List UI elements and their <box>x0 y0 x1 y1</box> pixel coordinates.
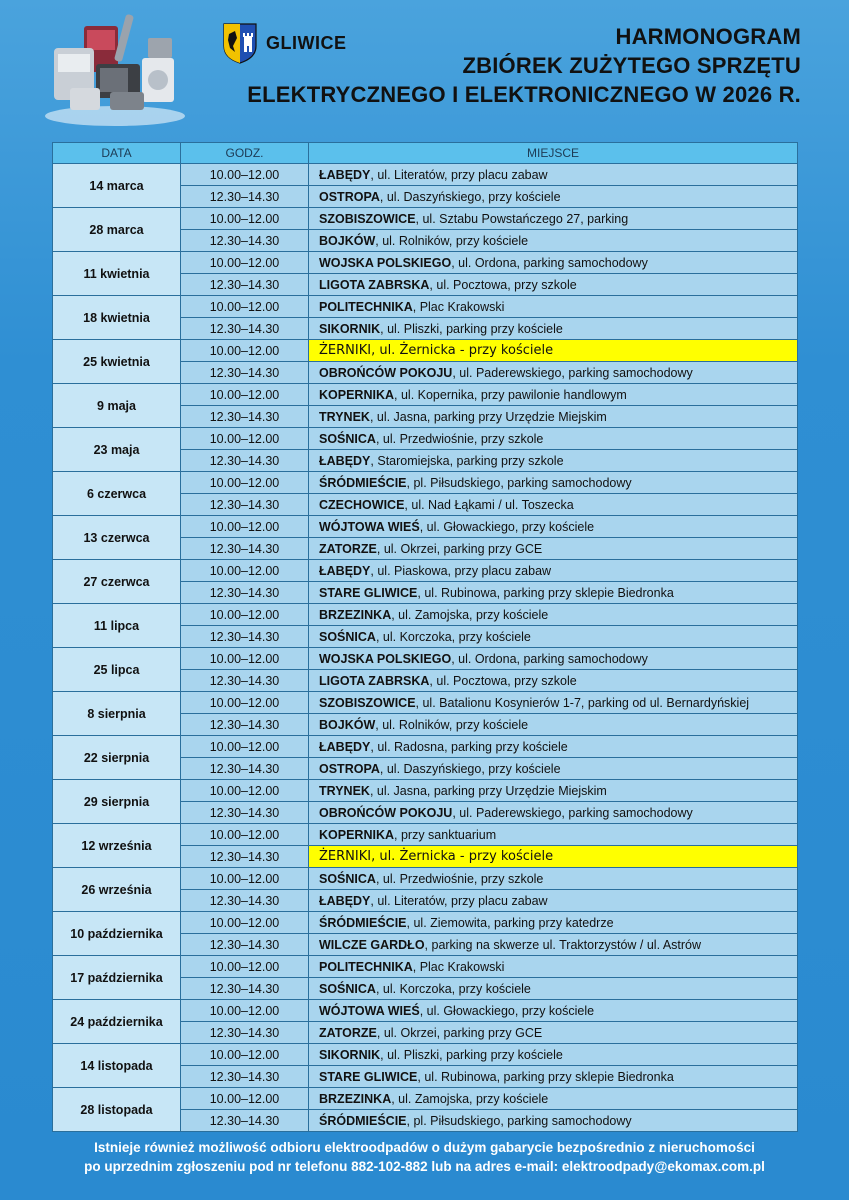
place-details: , parking na skwerze ul. Traktorzystów / ul. Astrów <box>424 937 702 952</box>
place-cell <box>309 1044 798 1066</box>
date-cell: 18 kwietnia <box>53 296 181 340</box>
place-cell <box>309 626 798 648</box>
district-name: LIGOTA ZABRSKA <box>319 673 430 688</box>
time-cell: 10.00–12.00 <box>181 736 309 758</box>
time-cell: 12.30–14.30 <box>181 978 309 1000</box>
district-name: SIKORNIK <box>319 321 381 336</box>
table-row <box>53 384 798 406</box>
place-details: , ul. Ziemowita, parking przy katedrze <box>406 915 614 930</box>
place-details: , ul. Korczoka, przy kościele <box>375 981 531 996</box>
place-details: , ul. Pocztowa, przy szkole <box>429 673 577 688</box>
place-cell <box>309 802 798 824</box>
footer-line-2: po uprzednim zgłoszeniu pod nr telefonu 882-102-882 lub na adres e-mail: elektroodpady@ekomax.com.pl <box>84 1159 765 1174</box>
date-cell: 25 kwietnia <box>53 340 181 384</box>
time-cell: 12.30–14.30 <box>181 186 309 208</box>
place-cell <box>309 1066 798 1088</box>
place-details: , ul. Radosna, parking przy kościele <box>370 739 568 754</box>
footer-line-1: Istnieje również możliwość odbioru elektroodpadów o dużym gabarycie bezpośrednio z nieruchomości <box>94 1140 755 1155</box>
time-cell: 10.00–12.00 <box>181 780 309 802</box>
title-line-2: ZBIÓREK ZUŻYTEGO SPRZĘTU <box>462 53 801 78</box>
table-row <box>53 296 798 318</box>
date-cell: 17 października <box>53 956 181 1000</box>
time-cell: 12.30–14.30 <box>181 846 309 868</box>
place-details: , ul. Daszyńskiego, przy kościele <box>379 189 561 204</box>
time-cell: 12.30–14.30 <box>181 670 309 692</box>
time-cell: 10.00–12.00 <box>181 824 309 846</box>
district-name: BRZEZINKA <box>319 1091 392 1106</box>
table-row <box>53 868 798 890</box>
place-cell <box>309 648 798 670</box>
place-cell <box>309 472 798 494</box>
time-cell: 10.00–12.00 <box>181 648 309 670</box>
place-details: , ul. Rubinowa, parking przy sklepie Biedronka <box>417 585 674 600</box>
time-cell: 10.00–12.00 <box>181 1088 309 1110</box>
district-name: ZATORZE <box>319 541 377 556</box>
table-row <box>53 780 798 802</box>
place-cell <box>309 912 798 934</box>
district-name: SOŚNICA <box>319 981 376 996</box>
time-cell: 10.00–12.00 <box>181 560 309 582</box>
district-name: SOŚNICA <box>319 431 376 446</box>
place-cell <box>309 252 798 274</box>
place-cell <box>309 780 798 802</box>
place-cell <box>309 1110 798 1132</box>
place-details: , ul. Jasna, parking przy Urzędzie Miejskim <box>369 783 607 798</box>
place-details: , pl. Piłsudskiego, parking samochodowy <box>406 1113 632 1128</box>
date-cell: 11 kwietnia <box>53 252 181 296</box>
place-details: , ul. Jasna, parking przy Urzędzie Miejskim <box>369 409 607 424</box>
place-cell <box>309 450 798 472</box>
table-row <box>53 516 798 538</box>
time-cell: 12.30–14.30 <box>181 230 309 252</box>
time-cell: 12.30–14.30 <box>181 450 309 472</box>
district-name: STARE GLIWICE <box>319 585 418 600</box>
date-cell: 11 lipca <box>53 604 181 648</box>
time-cell: 12.30–14.30 <box>181 538 309 560</box>
place-cell <box>309 428 798 450</box>
place-details: , ul. Rubinowa, parking przy sklepie Biedronka <box>417 1069 674 1084</box>
time-cell: 12.30–14.30 <box>181 362 309 384</box>
table-row <box>53 956 798 978</box>
place-details: , ul. Paderewskiego, parking samochodowy <box>452 805 693 820</box>
place-details: , ul. Zamojska, przy kościele <box>391 607 549 622</box>
date-cell: 27 czerwca <box>53 560 181 604</box>
district-name: BOJKÓW <box>319 233 376 248</box>
place-details: ŻERNIKI, ul. Żernicka - przy kościele <box>319 343 554 358</box>
place-details: , ul. Pliszki, parking przy kościele <box>380 1047 563 1062</box>
place-cell <box>309 362 798 384</box>
title-line-3: ELEKTRYCZNEGO I ELEKTRONICZNEGO W 2026 R. <box>247 82 801 107</box>
place-details: , ul. Paderewskiego, parking samochodowy <box>452 365 693 380</box>
table-row <box>53 428 798 450</box>
schedule-body <box>53 164 798 1132</box>
date-cell: 25 lipca <box>53 648 181 692</box>
footer-note <box>0 1138 849 1176</box>
time-cell: 12.30–14.30 <box>181 890 309 912</box>
title-line-1: HARMONOGRAM <box>615 24 801 49</box>
date-cell: 8 sierpnia <box>53 692 181 736</box>
district-name: SOŚNICA <box>319 629 376 644</box>
place-details: , ul. Literatów, przy placu zabaw <box>370 893 548 908</box>
place-cell <box>309 824 798 846</box>
table-row <box>53 648 798 670</box>
place-details: ŻERNIKI, ul. Żernicka - przy kościele <box>319 849 554 864</box>
place-cell <box>309 516 798 538</box>
place-cell <box>309 934 798 956</box>
date-cell: 12 września <box>53 824 181 868</box>
place-cell <box>309 758 798 780</box>
table-row <box>53 736 798 758</box>
time-cell: 12.30–14.30 <box>181 1022 309 1044</box>
district-name: SIKORNIK <box>319 1047 381 1062</box>
place-details: , ul. Sztabu Powstańczego 27, parking <box>415 211 629 226</box>
place-cell-highlighted <box>309 846 798 868</box>
place-cell <box>309 274 798 296</box>
place-cell-highlighted <box>309 340 798 362</box>
place-details: , ul. Korczoka, przy kościele <box>375 629 531 644</box>
time-cell: 10.00–12.00 <box>181 296 309 318</box>
table-row <box>53 604 798 626</box>
place-details: , ul. Rolników, przy kościele <box>375 233 529 248</box>
time-cell: 10.00–12.00 <box>181 164 309 186</box>
place-details: , ul. Okrzei, parking przy GCE <box>376 1025 543 1040</box>
table-row <box>53 208 798 230</box>
place-details: , ul. Rolników, przy kościele <box>375 717 529 732</box>
time-cell: 10.00–12.00 <box>181 208 309 230</box>
district-name: LIGOTA ZABRSKA <box>319 277 430 292</box>
district-name: POLITECHNIKA <box>319 959 413 974</box>
place-details: , Plac Krakowski <box>412 299 505 314</box>
district-name: ŁABĘDY <box>319 893 371 908</box>
place-cell <box>309 560 798 582</box>
place-cell <box>309 1022 798 1044</box>
district-name: ŚRÓDMIEŚCIE <box>319 915 407 930</box>
district-name: ŁABĘDY <box>319 453 371 468</box>
time-cell: 12.30–14.30 <box>181 802 309 824</box>
district-name: SZOBISZOWICE <box>319 695 416 710</box>
place-cell <box>309 406 798 428</box>
date-cell: 28 marca <box>53 208 181 252</box>
district-name: WÓJTOWA WIEŚ <box>319 1003 420 1018</box>
place-cell <box>309 538 798 560</box>
table-header-row <box>53 143 798 164</box>
time-cell: 12.30–14.30 <box>181 758 309 780</box>
district-name: WOJSKA POLSKIEGO <box>319 651 452 666</box>
place-details: , pl. Piłsudskiego, parking samochodowy <box>406 475 632 490</box>
place-details: , ul. Daszyńskiego, przy kościele <box>379 761 561 776</box>
date-cell: 29 sierpnia <box>53 780 181 824</box>
place-cell <box>309 714 798 736</box>
place-cell <box>309 670 798 692</box>
place-details: , ul. Nad Łąkami / ul. Toszecka <box>404 497 574 512</box>
place-details: , ul. Kopernika, przy pawilonie handlowym <box>394 387 627 402</box>
district-name: CZECHOWICE <box>319 497 405 512</box>
district-name: SZOBISZOWICE <box>319 211 416 226</box>
time-cell: 10.00–12.00 <box>181 516 309 538</box>
table-row <box>53 1044 798 1066</box>
time-cell: 12.30–14.30 <box>181 318 309 340</box>
district-name: WOJSKA POLSKIEGO <box>319 255 452 270</box>
time-cell: 12.30–14.30 <box>181 406 309 428</box>
schedule-table <box>52 142 798 1132</box>
district-name: WÓJTOWA WIEŚ <box>319 519 420 534</box>
place-details: , ul. Piaskowa, przy placu zabaw <box>370 563 552 578</box>
header <box>0 0 849 135</box>
place-details: , Staromiejska, parking przy szkole <box>370 453 564 468</box>
district-name: ŁABĘDY <box>319 167 371 182</box>
place-details: , ul. Okrzei, parking przy GCE <box>376 541 543 556</box>
place-details: , ul. Batalionu Kosynierów 1-7, parking od ul. Bernardyńskiej <box>415 695 750 710</box>
district-name: TRYNEK <box>319 783 370 798</box>
time-cell: 12.30–14.30 <box>181 934 309 956</box>
place-details: , ul. Przedwiośnie, przy szkole <box>375 871 544 886</box>
time-cell: 10.00–12.00 <box>181 912 309 934</box>
time-cell: 10.00–12.00 <box>181 472 309 494</box>
place-cell <box>309 736 798 758</box>
district-name: TRYNEK <box>319 409 370 424</box>
district-name: ŁABĘDY <box>319 739 371 754</box>
place-cell <box>309 296 798 318</box>
column-header-date: DATA <box>53 143 181 164</box>
date-cell: 14 listopada <box>53 1044 181 1088</box>
place-cell <box>309 494 798 516</box>
time-cell: 10.00–12.00 <box>181 252 309 274</box>
page-title <box>247 22 801 109</box>
date-cell: 22 sierpnia <box>53 736 181 780</box>
place-cell <box>309 1088 798 1110</box>
time-cell: 10.00–12.00 <box>181 868 309 890</box>
place-cell <box>309 164 798 186</box>
time-cell: 10.00–12.00 <box>181 428 309 450</box>
district-name: OSTROPA <box>319 189 380 204</box>
time-cell: 10.00–12.00 <box>181 1044 309 1066</box>
date-cell: 10 października <box>53 912 181 956</box>
district-name: OSTROPA <box>319 761 380 776</box>
time-cell: 10.00–12.00 <box>181 604 309 626</box>
place-cell <box>309 868 798 890</box>
city-name: GLIWICE <box>266 32 347 53</box>
date-cell: 14 marca <box>53 164 181 208</box>
column-header-time: GODZ. <box>181 143 309 164</box>
district-name: WILCZE GARDŁO <box>319 937 425 952</box>
district-name: POLITECHNIKA <box>319 299 413 314</box>
date-cell: 23 maja <box>53 428 181 472</box>
date-cell: 9 maja <box>53 384 181 428</box>
time-cell: 10.00–12.00 <box>181 1000 309 1022</box>
district-name: ŁABĘDY <box>319 563 371 578</box>
district-name: KOPERNIKA <box>319 387 395 402</box>
place-details: , ul. Głowackiego, przy kościele <box>419 1003 595 1018</box>
time-cell: 12.30–14.30 <box>181 714 309 736</box>
place-cell <box>309 318 798 340</box>
time-cell: 10.00–12.00 <box>181 340 309 362</box>
place-cell <box>309 978 798 1000</box>
district-name: BRZEZINKA <box>319 607 392 622</box>
place-details: , ul. Zamojska, przy kościele <box>391 1091 549 1106</box>
time-cell: 12.30–14.30 <box>181 626 309 648</box>
table-row <box>53 472 798 494</box>
time-cell: 12.30–14.30 <box>181 1110 309 1132</box>
time-cell: 10.00–12.00 <box>181 692 309 714</box>
time-cell: 12.30–14.30 <box>181 494 309 516</box>
place-details: , ul. Literatów, przy placu zabaw <box>370 167 548 182</box>
time-cell: 12.30–14.30 <box>181 582 309 604</box>
district-name: OBROŃCÓW POKOJU <box>319 805 453 820</box>
table-row <box>53 252 798 274</box>
date-cell: 6 czerwca <box>53 472 181 516</box>
place-cell <box>309 582 798 604</box>
place-cell <box>309 604 798 626</box>
district-name: SOŚNICA <box>319 871 376 886</box>
table-row <box>53 1000 798 1022</box>
table-row <box>53 912 798 934</box>
district-name: ZATORZE <box>319 1025 377 1040</box>
district-name: STARE GLIWICE <box>319 1069 418 1084</box>
district-name: OBROŃCÓW POKOJU <box>319 365 453 380</box>
district-name: KOPERNIKA <box>319 827 395 842</box>
date-cell: 28 listopada <box>53 1088 181 1132</box>
table-row <box>53 340 798 362</box>
place-details: , ul. Ordona, parking samochodowy <box>451 651 648 666</box>
place-details: , ul. Głowackiego, przy kościele <box>419 519 595 534</box>
table-row <box>53 692 798 714</box>
table-row <box>53 560 798 582</box>
time-cell: 12.30–14.30 <box>181 274 309 296</box>
table-row <box>53 1088 798 1110</box>
place-cell <box>309 208 798 230</box>
place-details: , Plac Krakowski <box>412 959 505 974</box>
place-details: , ul. Ordona, parking samochodowy <box>451 255 648 270</box>
column-header-place: MIEJSCE <box>309 143 798 164</box>
place-cell <box>309 692 798 714</box>
time-cell: 10.00–12.00 <box>181 956 309 978</box>
time-cell: 12.30–14.30 <box>181 1066 309 1088</box>
district-name: BOJKÓW <box>319 717 376 732</box>
district-name: ŚRÓDMIEŚCIE <box>319 1113 407 1128</box>
time-cell: 10.00–12.00 <box>181 384 309 406</box>
appliances-illustration <box>40 8 190 126</box>
place-cell <box>309 1000 798 1022</box>
place-details: , ul. Pocztowa, przy szkole <box>429 277 577 292</box>
table-row <box>53 824 798 846</box>
place-cell <box>309 956 798 978</box>
date-cell: 24 października <box>53 1000 181 1044</box>
place-cell <box>309 384 798 406</box>
place-details: , przy sanktuarium <box>394 827 497 842</box>
place-details: , ul. Pliszki, parking przy kościele <box>380 321 563 336</box>
place-details: , ul. Przedwiośnie, przy szkole <box>375 431 544 446</box>
district-name: ŚRÓDMIEŚCIE <box>319 475 407 490</box>
place-cell <box>309 230 798 252</box>
date-cell: 26 września <box>53 868 181 912</box>
place-cell <box>309 890 798 912</box>
place-cell <box>309 186 798 208</box>
table-row <box>53 164 798 186</box>
date-cell: 13 czerwca <box>53 516 181 560</box>
